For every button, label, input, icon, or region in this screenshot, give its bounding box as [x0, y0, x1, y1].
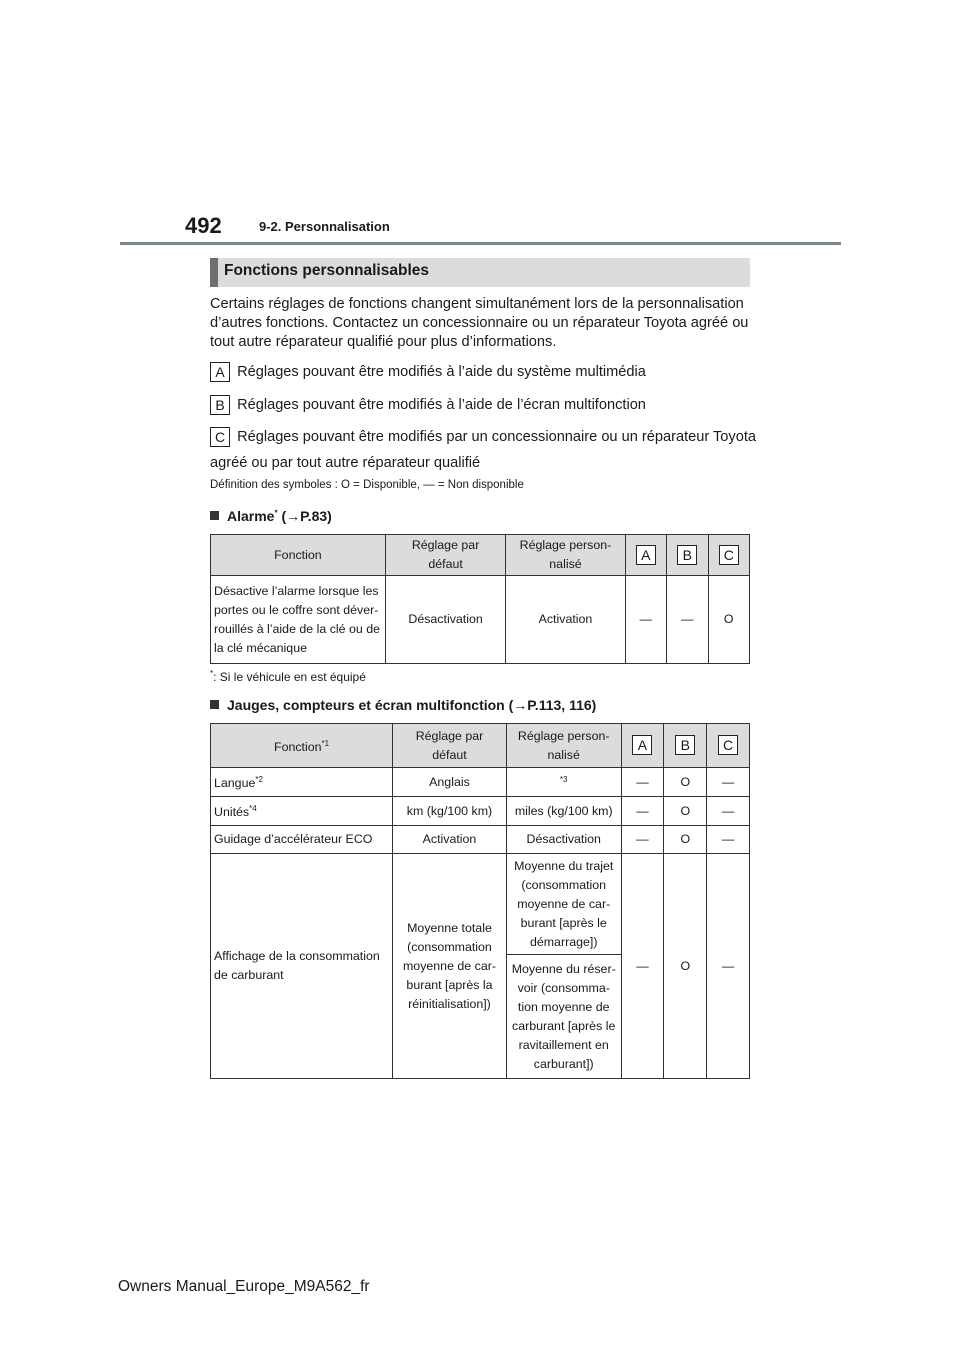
cell-a: — — [621, 768, 664, 797]
legend-a-text: Réglages pouvant être modifiés à l’aide du système multimédia — [237, 364, 646, 380]
alarme-table — [210, 534, 750, 664]
legend-a — [210, 362, 646, 382]
table-row — [211, 826, 750, 854]
bullet-square-icon — [210, 700, 219, 709]
header-a — [621, 724, 664, 768]
cell-default: Désactivation — [385, 576, 506, 664]
cell-b: O — [664, 826, 707, 854]
header-a — [625, 535, 666, 576]
header-b — [664, 724, 707, 768]
cell-b: O — [664, 854, 707, 1079]
alarme-ref: (→P.83) — [277, 508, 332, 524]
symbols-definition: Définition des symboles : O = Disponible, — = Non disponible — [210, 479, 524, 491]
cell-a: — — [621, 854, 664, 1079]
cell-c: — — [707, 826, 750, 854]
cell-fonction: Langue$^{*2}$ — [211, 768, 393, 797]
footnote: *: Si le véhicule en est équipé — [210, 669, 366, 684]
key-a-icon: A — [632, 735, 652, 755]
heading-title: Fonctions personnalisables — [224, 262, 429, 279]
cell-b: O — [664, 797, 707, 826]
cell-fonction: Désactive l’alarme lorsque les portes ou le coffre sont déver- rouillés à l’aide de la clé ou de la clé mécanique — [211, 576, 386, 664]
heading-box — [210, 258, 750, 287]
cell-fonction: Unités$^{*4}$ — [211, 797, 393, 826]
key-a-icon: A — [636, 545, 656, 565]
cell-c: — — [707, 854, 750, 1079]
key-c-icon: C — [718, 735, 738, 755]
cell-b: O — [664, 768, 707, 797]
key-b-icon: B — [677, 545, 697, 565]
alarme-sup: * — [274, 508, 278, 518]
header-custom: Réglage person- nalisé — [506, 535, 625, 576]
header-fonction: Fonction$^{*1}$ — [211, 724, 393, 768]
jauges-table — [210, 723, 750, 1079]
cell-custom: *3 — [506, 768, 621, 797]
cell-default: Anglais — [393, 768, 507, 797]
cell-custom: Activation — [506, 576, 625, 664]
key-c-icon: C — [210, 427, 230, 447]
cell-custom: Moyenne du trajet (consommation moyenne de car- burant [après le démarrage]) — [506, 854, 621, 955]
intro-line-3: tout autre réparateur qualifié pour plus d’informations. — [210, 334, 557, 350]
cell-custom: Désactivation — [506, 826, 621, 854]
cell-fonction: Guidage d’accélérateur ECO — [211, 826, 393, 854]
table-row — [211, 768, 750, 797]
header-custom: Réglage person- nalisé — [506, 724, 621, 768]
header-c — [708, 535, 750, 576]
cell-c: — — [707, 768, 750, 797]
cell-default: km (kg/100 km) — [393, 797, 507, 826]
cell-custom: Moyenne du réser- voir (consomma- tion moyenne de carburant [après le ravitaillement en carburant]) — [506, 955, 621, 1079]
cell-custom: miles (kg/100 km) — [506, 797, 621, 826]
bullet-square-icon — [210, 511, 219, 520]
header-c — [707, 724, 750, 768]
key-c-icon: C — [719, 545, 739, 565]
table-header-row — [211, 724, 750, 768]
header-fonction: Fonction — [211, 535, 386, 576]
cell-fonction: Affichage de la consommation de carburant — [211, 854, 393, 1079]
cell-default: Activation — [393, 826, 507, 854]
heading-accent-bar — [210, 258, 218, 287]
header-default: Réglage par défaut — [385, 535, 506, 576]
footer-text: Owners Manual_Europe_M9A562_fr — [118, 1278, 370, 1295]
cell-c: — — [707, 797, 750, 826]
legend-c-text-2: agréé ou par tout autre réparateur qualifié — [210, 455, 481, 471]
subheading-jauges — [210, 697, 596, 713]
section-title: 9-2. Personnalisation — [259, 219, 390, 234]
subheading-alarme — [210, 508, 332, 524]
key-b-icon: B — [210, 395, 230, 415]
key-b-icon: B — [675, 735, 695, 755]
header-rule — [120, 242, 841, 245]
table-row — [211, 797, 750, 826]
cell-a: — — [625, 576, 666, 664]
legend-c — [210, 427, 756, 447]
jauges-title: Jauges, compteurs et écran multifonction (→P.113, 116) — [227, 697, 597, 713]
key-a-icon: A — [210, 362, 230, 382]
cell-a: — — [621, 826, 664, 854]
cell-default: Moyenne totale (consommation moyenne de car- burant [après la réinitialisation]) — [393, 854, 507, 1079]
header-b — [667, 535, 708, 576]
intro-line-2: d’autres fonctions. Contactez un concessionnaire ou un réparateur Toyota agréé ou — [210, 315, 749, 331]
legend-b — [210, 395, 646, 415]
header-default: Réglage par défaut — [393, 724, 507, 768]
table-header-row — [211, 535, 750, 576]
table-row — [211, 576, 750, 664]
legend-b-text: Réglages pouvant être modifiés à l’aide de l’écran multifonction — [237, 397, 646, 413]
table-row — [211, 854, 750, 955]
page-number: 492 — [185, 213, 222, 238]
legend-c-text: Réglages pouvant être modifiés par un concessionnaire ou un réparateur Toyota — [237, 429, 757, 445]
intro-line-1: Certains réglages de fonctions changent simultanément lors de la personnalisation — [210, 296, 744, 312]
cell-c: O — [708, 576, 750, 664]
cell-b: — — [667, 576, 708, 664]
alarme-title: Alarme — [227, 508, 275, 524]
cell-a: — — [621, 797, 664, 826]
